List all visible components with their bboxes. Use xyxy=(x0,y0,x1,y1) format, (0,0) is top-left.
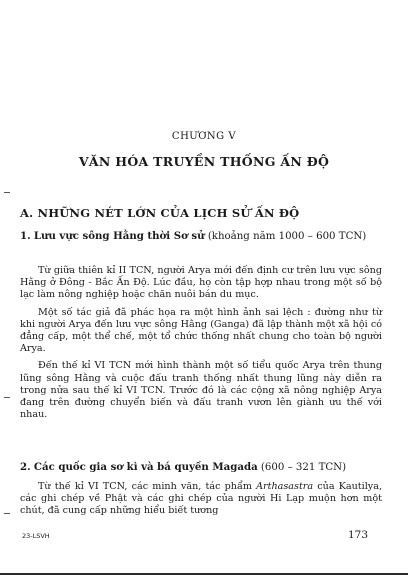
subsection-2-heading xyxy=(20,461,382,474)
chapter-title: VĂN HÓA TRUYỀN THỐNG ẤN ĐỘ xyxy=(78,154,330,169)
section-heading: A. NHỮNG NÉT LỚN CỦA LỊCH SỬ ẤN ĐỘ xyxy=(20,206,300,220)
subsection-1-number: 1. xyxy=(20,230,31,242)
subsection-2-body xyxy=(20,481,382,518)
subsection-1-heading xyxy=(20,230,382,243)
margin-mark xyxy=(4,192,10,193)
subsection-2-detail: (600 – 321 TCN) xyxy=(260,462,347,473)
subsection-2-title: Các quốc gia sơ kì và bá quyền Magada xyxy=(33,461,258,473)
paragraph-text: của Kautilya, các ghi chép về Phật và các ghi chép của người Hi Lạp muộn hơn một chút, đã cung cấp những hiểu biết tương xyxy=(20,481,382,517)
paragraph: Từ giữa thiên kỉ II TCN, người Arya mới đến định cư trên lưu vực sông Hằng ở Đông - Bắc Ấn Độ. Lúc đầu, họ còn tập hợp nhau trong một số bộ lạc làm nông nghiệp hoặc chăn nuôi bán du mục. xyxy=(20,265,382,301)
subsection-2-number: 2. xyxy=(20,461,31,473)
margin-mark xyxy=(4,397,10,398)
margin-mark xyxy=(4,513,10,514)
signature-mark: 23-LSVH xyxy=(22,532,50,540)
work-title: Arthasastra xyxy=(256,481,314,492)
page-number: 173 xyxy=(347,529,368,541)
subsection-1-title: Lưu vực sông Hằng thời Sơ sử xyxy=(33,230,205,242)
page-edge-rule xyxy=(0,573,408,575)
paragraph xyxy=(20,481,382,518)
subsection-1-body xyxy=(20,265,382,421)
subsection-1-detail: (khoảng năm 1000 – 600 TCN) xyxy=(207,231,367,242)
paragraph-text: Từ thế kỉ VI TCN, các minh văn, tác phẩm xyxy=(38,481,257,492)
paragraph: Một số tác giả đã phác họa ra một hình ảnh sai lệch : đường như từ khi người Arya đến lưu vực sông Hằng (Ganga) đã lập thành một xã hội có đẳng cấp, một thể chế, một tổ chức thống nhất chung cho toàn bộ người Arya. xyxy=(20,306,382,355)
paragraph: Đến thế kỉ VI TCN mới hình thành một số tiểu quốc Arya trên thung lũng sông Hằng và cuộc đấu tranh thống nhất thung lũng này diễn ra trong nửa sau thế kỉ VI TCN. Trước đó là các cộng xã nông nghiệp Arya đang trên đường chuyển biến và đấu tranh vươn lên giành ưu thế với nhau. xyxy=(20,360,382,421)
chapter-label: CHƯƠNG V xyxy=(171,131,237,142)
